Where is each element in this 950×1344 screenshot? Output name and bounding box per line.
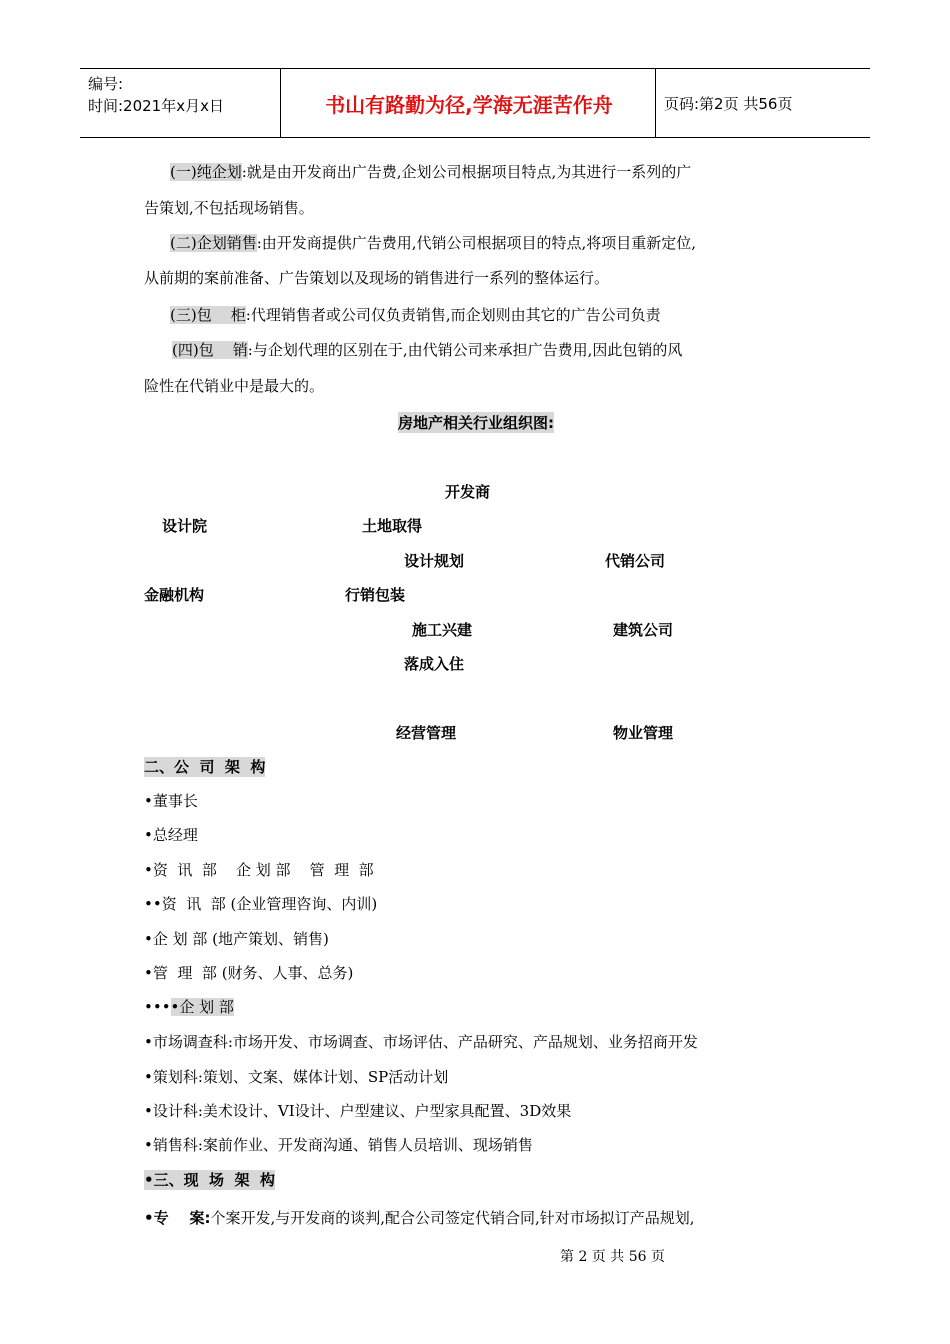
paragraph-text: :代理销售者或公司仅负责销售,而企划则由其它的广告公司负责 <box>245 306 661 324</box>
doc-time-label: 时间:2021年x月x日 <box>88 97 224 115</box>
org-node-design-institute: 设计院 <box>162 517 208 535</box>
list-item: •管 理 部 (财务、人事、总务) <box>144 964 354 982</box>
paragraph-text: :就是由开发商出广告费,企划公司根据项目特点,为其进行一系列的广 <box>241 163 692 181</box>
org-node-operation: 经营管理 <box>396 724 457 742</box>
paragraph-1-cont: 告策划,不包括现场销售。 <box>144 199 314 217</box>
paragraph-2 <box>170 233 696 253</box>
paragraph-label: (一)纯企划 <box>170 163 242 181</box>
list-item: •策划科:策划、文案、媒体计划、SP活动计划 <box>144 1068 449 1086</box>
list-item: •销售科:案前作业、开发商沟通、销售人员培训、现场销售 <box>144 1136 533 1154</box>
header-motto: 书山有路勤为径,学海无涯苦作舟 <box>325 92 613 117</box>
section-3-item <box>144 1208 695 1228</box>
list-item: •市场调查科:市场开发、市场调查、市场评估、产品研究、产品规划、业务招商开发 <box>144 1033 698 1051</box>
item-text: 个案开发,与开发商的谈判,配合公司签定代销合同,针对市场拟订产品规划, <box>210 1209 695 1227</box>
header-left <box>88 73 224 117</box>
header-page-label: 页码:第2页 共56页 <box>664 94 793 113</box>
header-table <box>80 68 870 138</box>
list-item: •总经理 <box>144 826 198 844</box>
section-2-heading: 二、公 司 架 构 <box>144 758 266 776</box>
org-node-builder: 建筑公司 <box>613 621 674 639</box>
section-3-heading: •三、现 场 架 构 <box>144 1171 275 1189</box>
paragraph-2-cont: 从前期的案前准备、广告策划以及现场的销售进行一系列的整体运行。 <box>144 269 610 287</box>
paragraph-3 <box>170 305 661 325</box>
org-node-property: 物业管理 <box>613 724 674 742</box>
org-node-completion: 落成入住 <box>404 655 465 673</box>
bullet-prefix: ••• <box>144 998 171 1016</box>
org-node-land: 土地取得 <box>362 517 423 535</box>
org-node-planning: 设计规划 <box>404 552 465 570</box>
header-divider <box>280 69 281 137</box>
list-item: •设计科:美术设计、VI设计、户型建议、户型家具配置、3D效果 <box>144 1102 572 1120</box>
list-item: •资 讯 部 企 划 部 管 理 部 <box>144 861 374 879</box>
paragraph-1 <box>170 162 691 182</box>
item-label: •专 案: <box>144 1209 211 1227</box>
org-node-finance: 金融机构 <box>144 586 205 604</box>
org-node-construction: 施工兴建 <box>412 621 473 639</box>
paragraph-text: :由开发商提供广告费用,代销公司根据项目的特点,将项目重新定位, <box>256 234 697 252</box>
list-item: ••资 讯 部 (企业管理咨询、内训) <box>144 895 378 913</box>
sub-heading: •企 划 部 <box>170 998 234 1016</box>
paragraph-text: :与企划代理的区别在于,由代销公司来承担广告费用,因此包销的风 <box>247 341 683 359</box>
paragraph-label: (二)企划销售 <box>170 234 257 252</box>
page-footer: 第 2 页 共 56 页 <box>560 1249 665 1265</box>
paragraph-label: (三)包 柜 <box>170 306 246 324</box>
org-chart-title: 房地产相关行业组织图: <box>398 414 554 432</box>
org-node-marketing: 行销包装 <box>345 586 406 604</box>
sub-heading-row <box>144 997 234 1017</box>
paragraph-label: (四)包 销 <box>172 341 248 359</box>
paragraph-4 <box>172 340 682 360</box>
org-node-developer: 开发商 <box>445 483 491 501</box>
list-item: •企 划 部 (地产策划、销售) <box>144 930 329 948</box>
doc-code-label: 编号: <box>88 75 124 93</box>
list-item: •董事长 <box>144 792 198 810</box>
org-node-agency: 代销公司 <box>605 552 666 570</box>
paragraph-4-cont: 险性在代销业中是最大的。 <box>144 377 325 395</box>
